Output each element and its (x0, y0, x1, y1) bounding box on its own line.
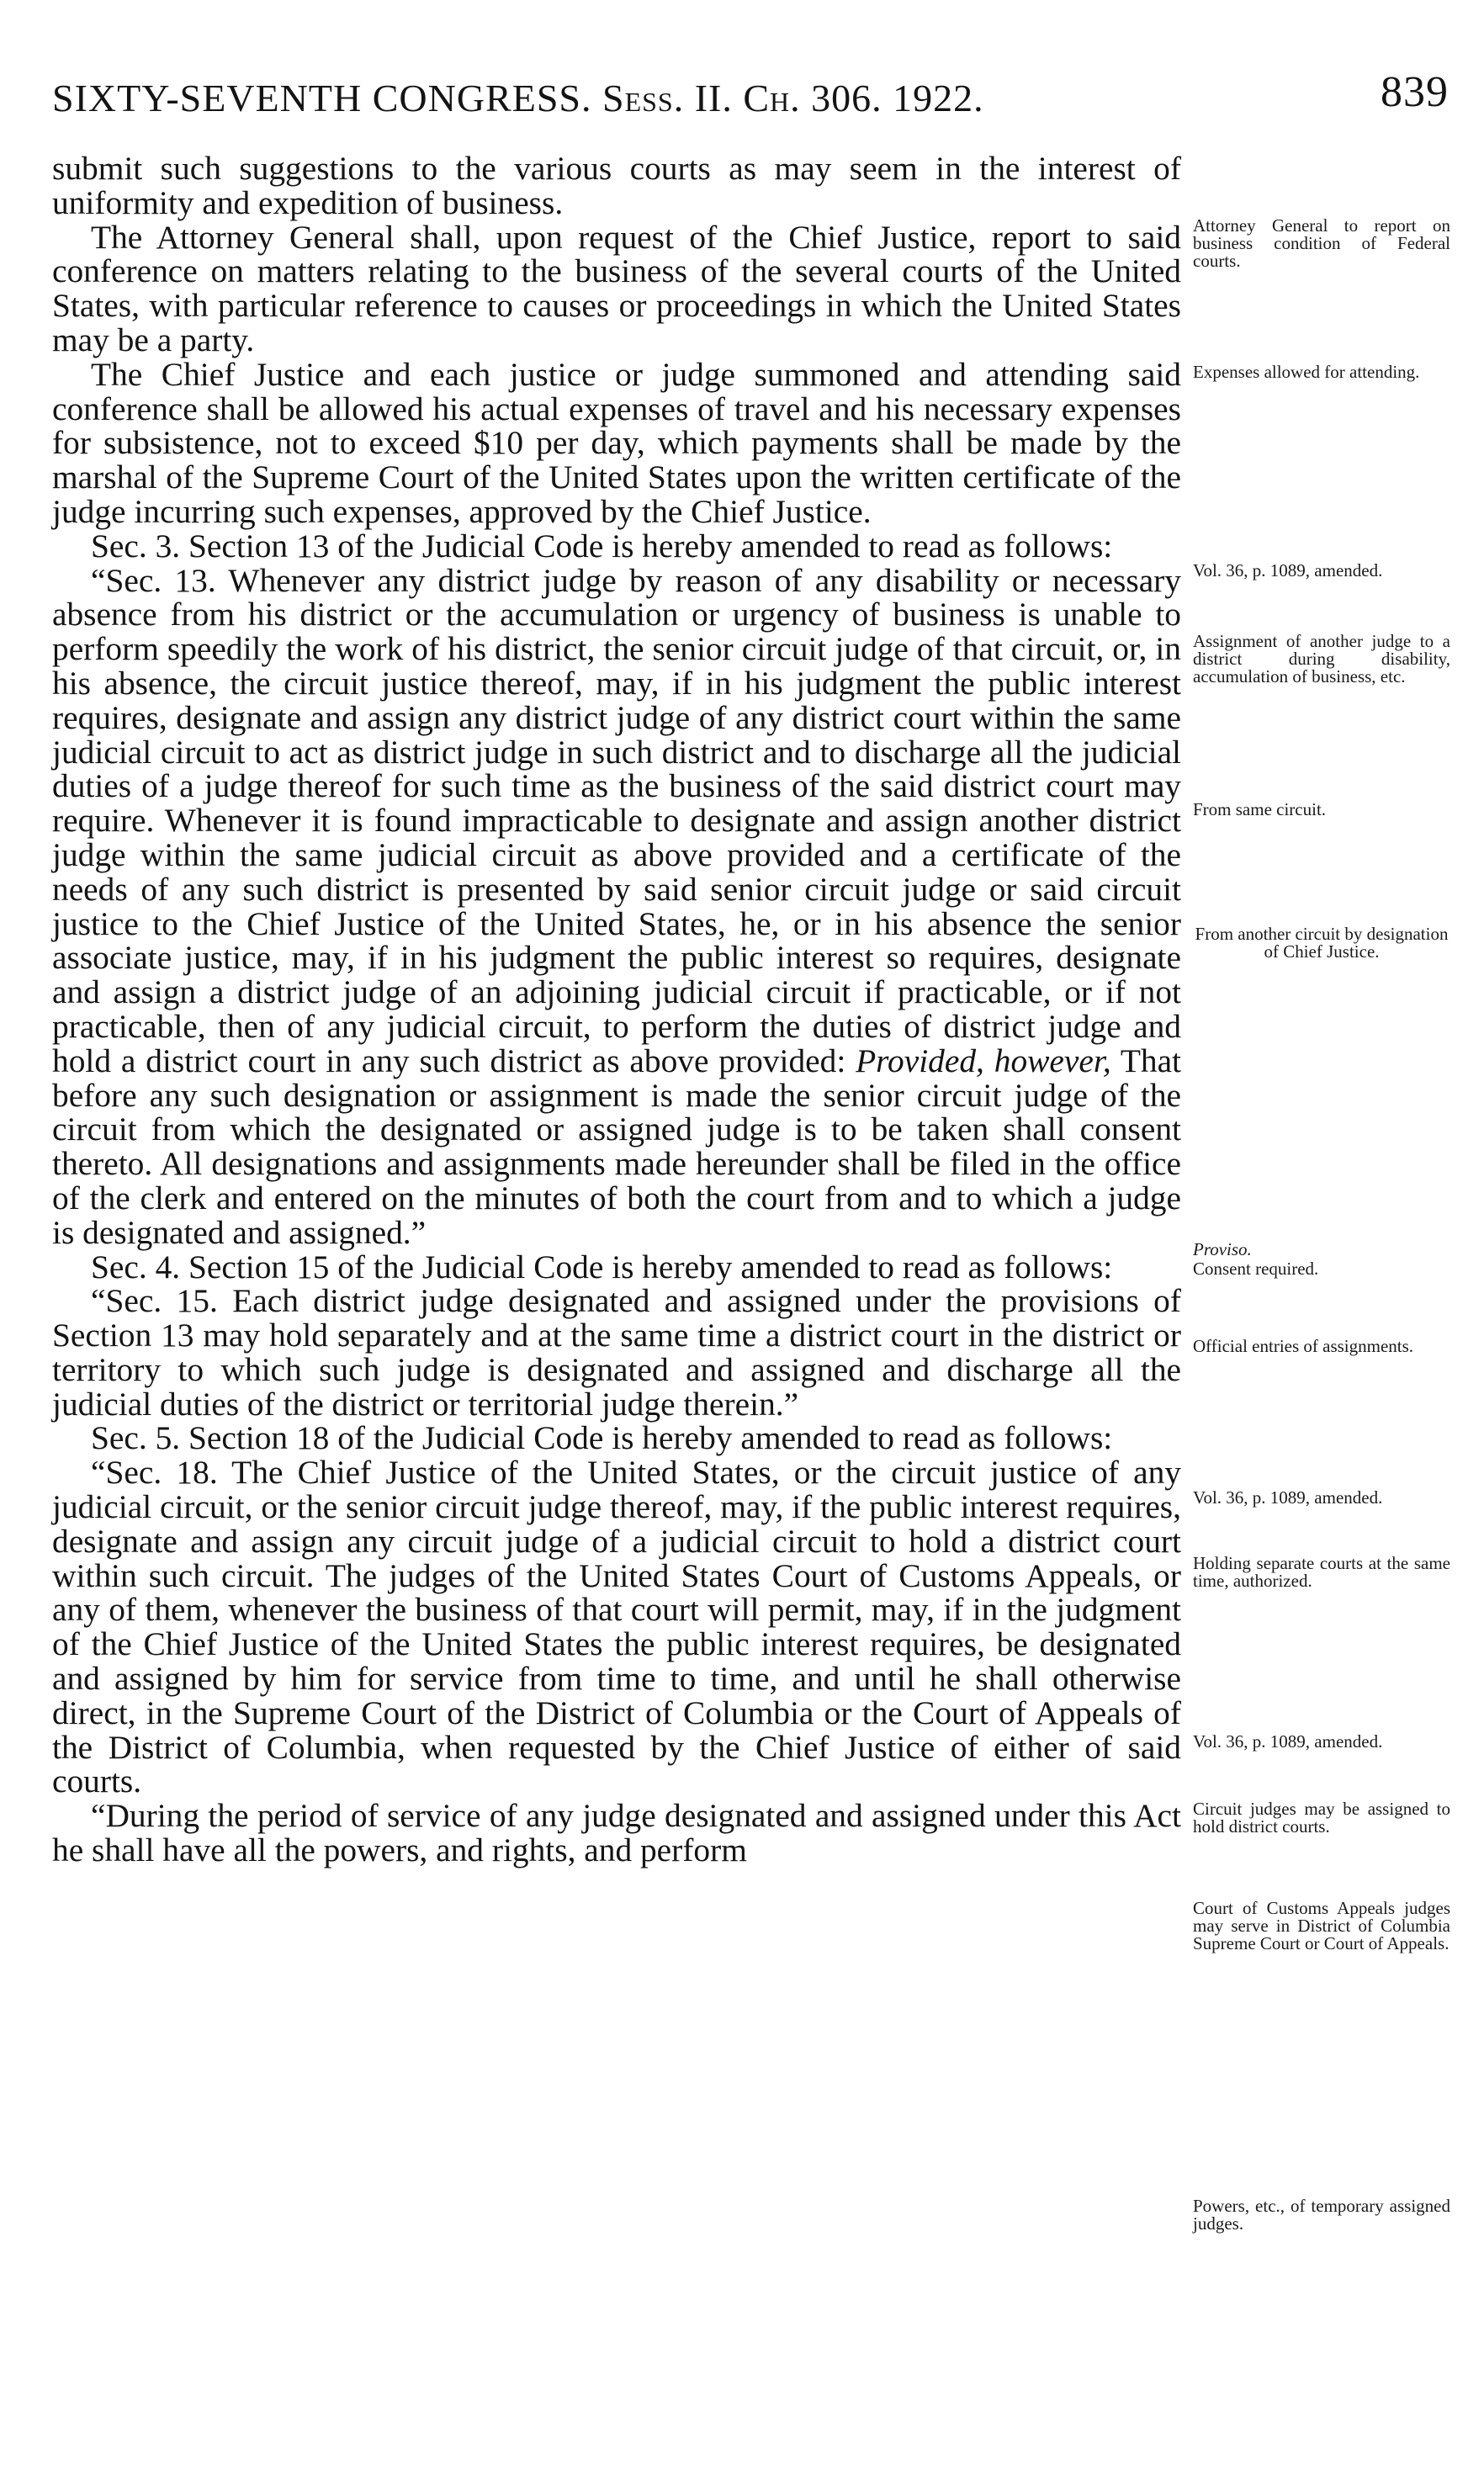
paragraph-sec-18-text: “Sec. 18. The Chief Justice of the United States, or the circuit justice of any judicial circuit, or the senior circuit judge thereof, may, if the public interest requires, designate and assign any circuit judge of a judicial circuit to hold a district court within such circuit. The judges of the United States Court of Customs Appeals, or any of them, whenever the business of that court will permit, may, if in the judgment of the Chief Justice of the United States the public interest requires, be designated and assigned by him for service from time to time, and until he shall otherwise direct, in the Supreme Court of the District of Columbia or the Court of Appeals of the District of Columbia, when requested by the Chief Justice of either of said courts. (52, 1454, 1181, 1800)
margin-note-circuit-judges: Circuit judges may be assigned to hold district courts. (1193, 1799, 1450, 1837)
margin-note-customs-appeals: Court of Customs Appeals judges may serve in District of Columbia Supreme Court or Court of Appeals. (1193, 1898, 1450, 1953)
running-title: SIXTY-SEVENTH CONGRESS. (52, 77, 592, 119)
chapter: Ch. 306. (743, 77, 882, 119)
running-header (52, 67, 1449, 143)
margin-note-official-entries: Official entries of assignments. (1193, 1336, 1414, 1356)
year: 1922. (893, 77, 984, 119)
margin-note-consent: Consent required. (1193, 1259, 1319, 1279)
margin-note-same-circuit: From same circuit. (1193, 799, 1327, 819)
proviso-words: Provided, however, (856, 1042, 1111, 1079)
margin-note-assignment: Assignment of another judge to a district during disability, accumulation of business, etc. (1193, 631, 1450, 686)
session: Sess. II. (602, 77, 733, 119)
margin-note-vol36-a: Vol. 36, p. 1089, amended. (1193, 560, 1383, 580)
margin-note-vol36-b: Vol. 36, p. 1089, amended. (1193, 1487, 1383, 1508)
paragraph-3: The Chief Justice and each justice or judge summoned and attending said conference shall be allowed his actual expenses of travel and his necessary expenses for subsistence, not to exceed $10 per day, which payments shall be made by the marshal of the Supreme Court of the United States upon the written certificate of the judge incurring such expenses, approved by the Chief Justice. (52, 355, 1181, 530)
paragraph-1: submit such suggestions to the various courts as may seem in the interest of uniformity and expedition of business. (52, 150, 1181, 221)
sec-13-proviso-body: That before any such designation or assignment is made the senior circuit judge of the circuit from which the designated or assigned judge is to be taken shall consent thereto. All designations and assignments made hereunder shall be filed in the office of the clerk and entered on the minutes of both the court from and to which a judge is designated and assigned.” (52, 1042, 1181, 1251)
sec-13-body: “Sec. 13. Whenever any district judge by reason of any disability or necessary absence from his district or the accumulation or urgency of business is unable to perform speedily the work of his district, the senior circuit judge of that circuit, or, in his absence, the circuit justice thereof, may, if in his judgment the public interest requires, designate and assign any district judge of any district court within the same judicial circuit to act as district judge in such district and to discharge all the judicial duties of a judge thereof for such time as the business of the said district court may require. Whenever it is found impracticable to designate and assign another district judge within the same judicial circuit as above provided and a certificate of the needs of any such district is presented by said senior circuit judge or said circuit justice to the Chief Justice of the United States, he, or in his absence the senior associate justice, may, if in his judgment the public interest so requires, designate and assign a district judge of an adjoining judicial circuit if practicable, or if not practicable, then of any judicial circuit, to perform the duties of district judge and hold a district court in any such district as above provided: (52, 561, 1181, 1079)
paragraph-sec-3: Sec. 3. Section 13 of the Judicial Code is hereby amended to read as follows: (91, 527, 1113, 564)
proviso-label: Proviso. (1193, 1239, 1252, 1259)
body-text (52, 151, 1181, 1868)
margin-note-expenses: Expenses allowed for attending. (1193, 362, 1420, 382)
margin-note-another-circuit: From another circuit by designation of Chief Justice. (1195, 924, 1449, 962)
paragraph-2: The Attorney General shall, upon request of the Chief Justice, report to said conference on matters relating to the business of the several courts of the United States, with particular reference to causes or proceedings in which the United States may be a party. (52, 218, 1181, 358)
margin-note-proviso (1193, 1241, 1450, 1259)
paragraph-sec-5: Sec. 5. Section 18 of the Judicial Code is hereby amended to read as follows: (91, 1419, 1113, 1457)
paragraph-during-service: “During the period of service of any judge designated and assigned under this Act he shall have all the powers, and rights, and perform (52, 1797, 1181, 1869)
margin-note-vol36-c: Vol. 36, p. 1089, amended. (1193, 1731, 1383, 1752)
margin-note-attorney-general: Attorney General to report on business condition of Federal courts. (1193, 215, 1450, 271)
running-title-line (52, 76, 984, 120)
margin-note-powers: Powers, etc., of temporary assigned judges. (1193, 2196, 1450, 2234)
page-number: 839 (1381, 68, 1449, 116)
paragraph-sec-4: Sec. 4. Section 15 of the Judicial Code is hereby amended to read as follows: (91, 1248, 1113, 1285)
paragraph-sec-13-text (52, 561, 1181, 1251)
margin-note-holding-separate: Holding separate courts at the same time, authorized. (1193, 1553, 1450, 1591)
paragraph-sec-15-text: “Sec. 15. Each district judge designated and assigned under the provisions of Section 13 may hold separately and at the same time a district court in the district or territory to which such judge is designated and assigned and discharge all the judicial duties of the district or territorial judge therein.” (52, 1282, 1181, 1423)
